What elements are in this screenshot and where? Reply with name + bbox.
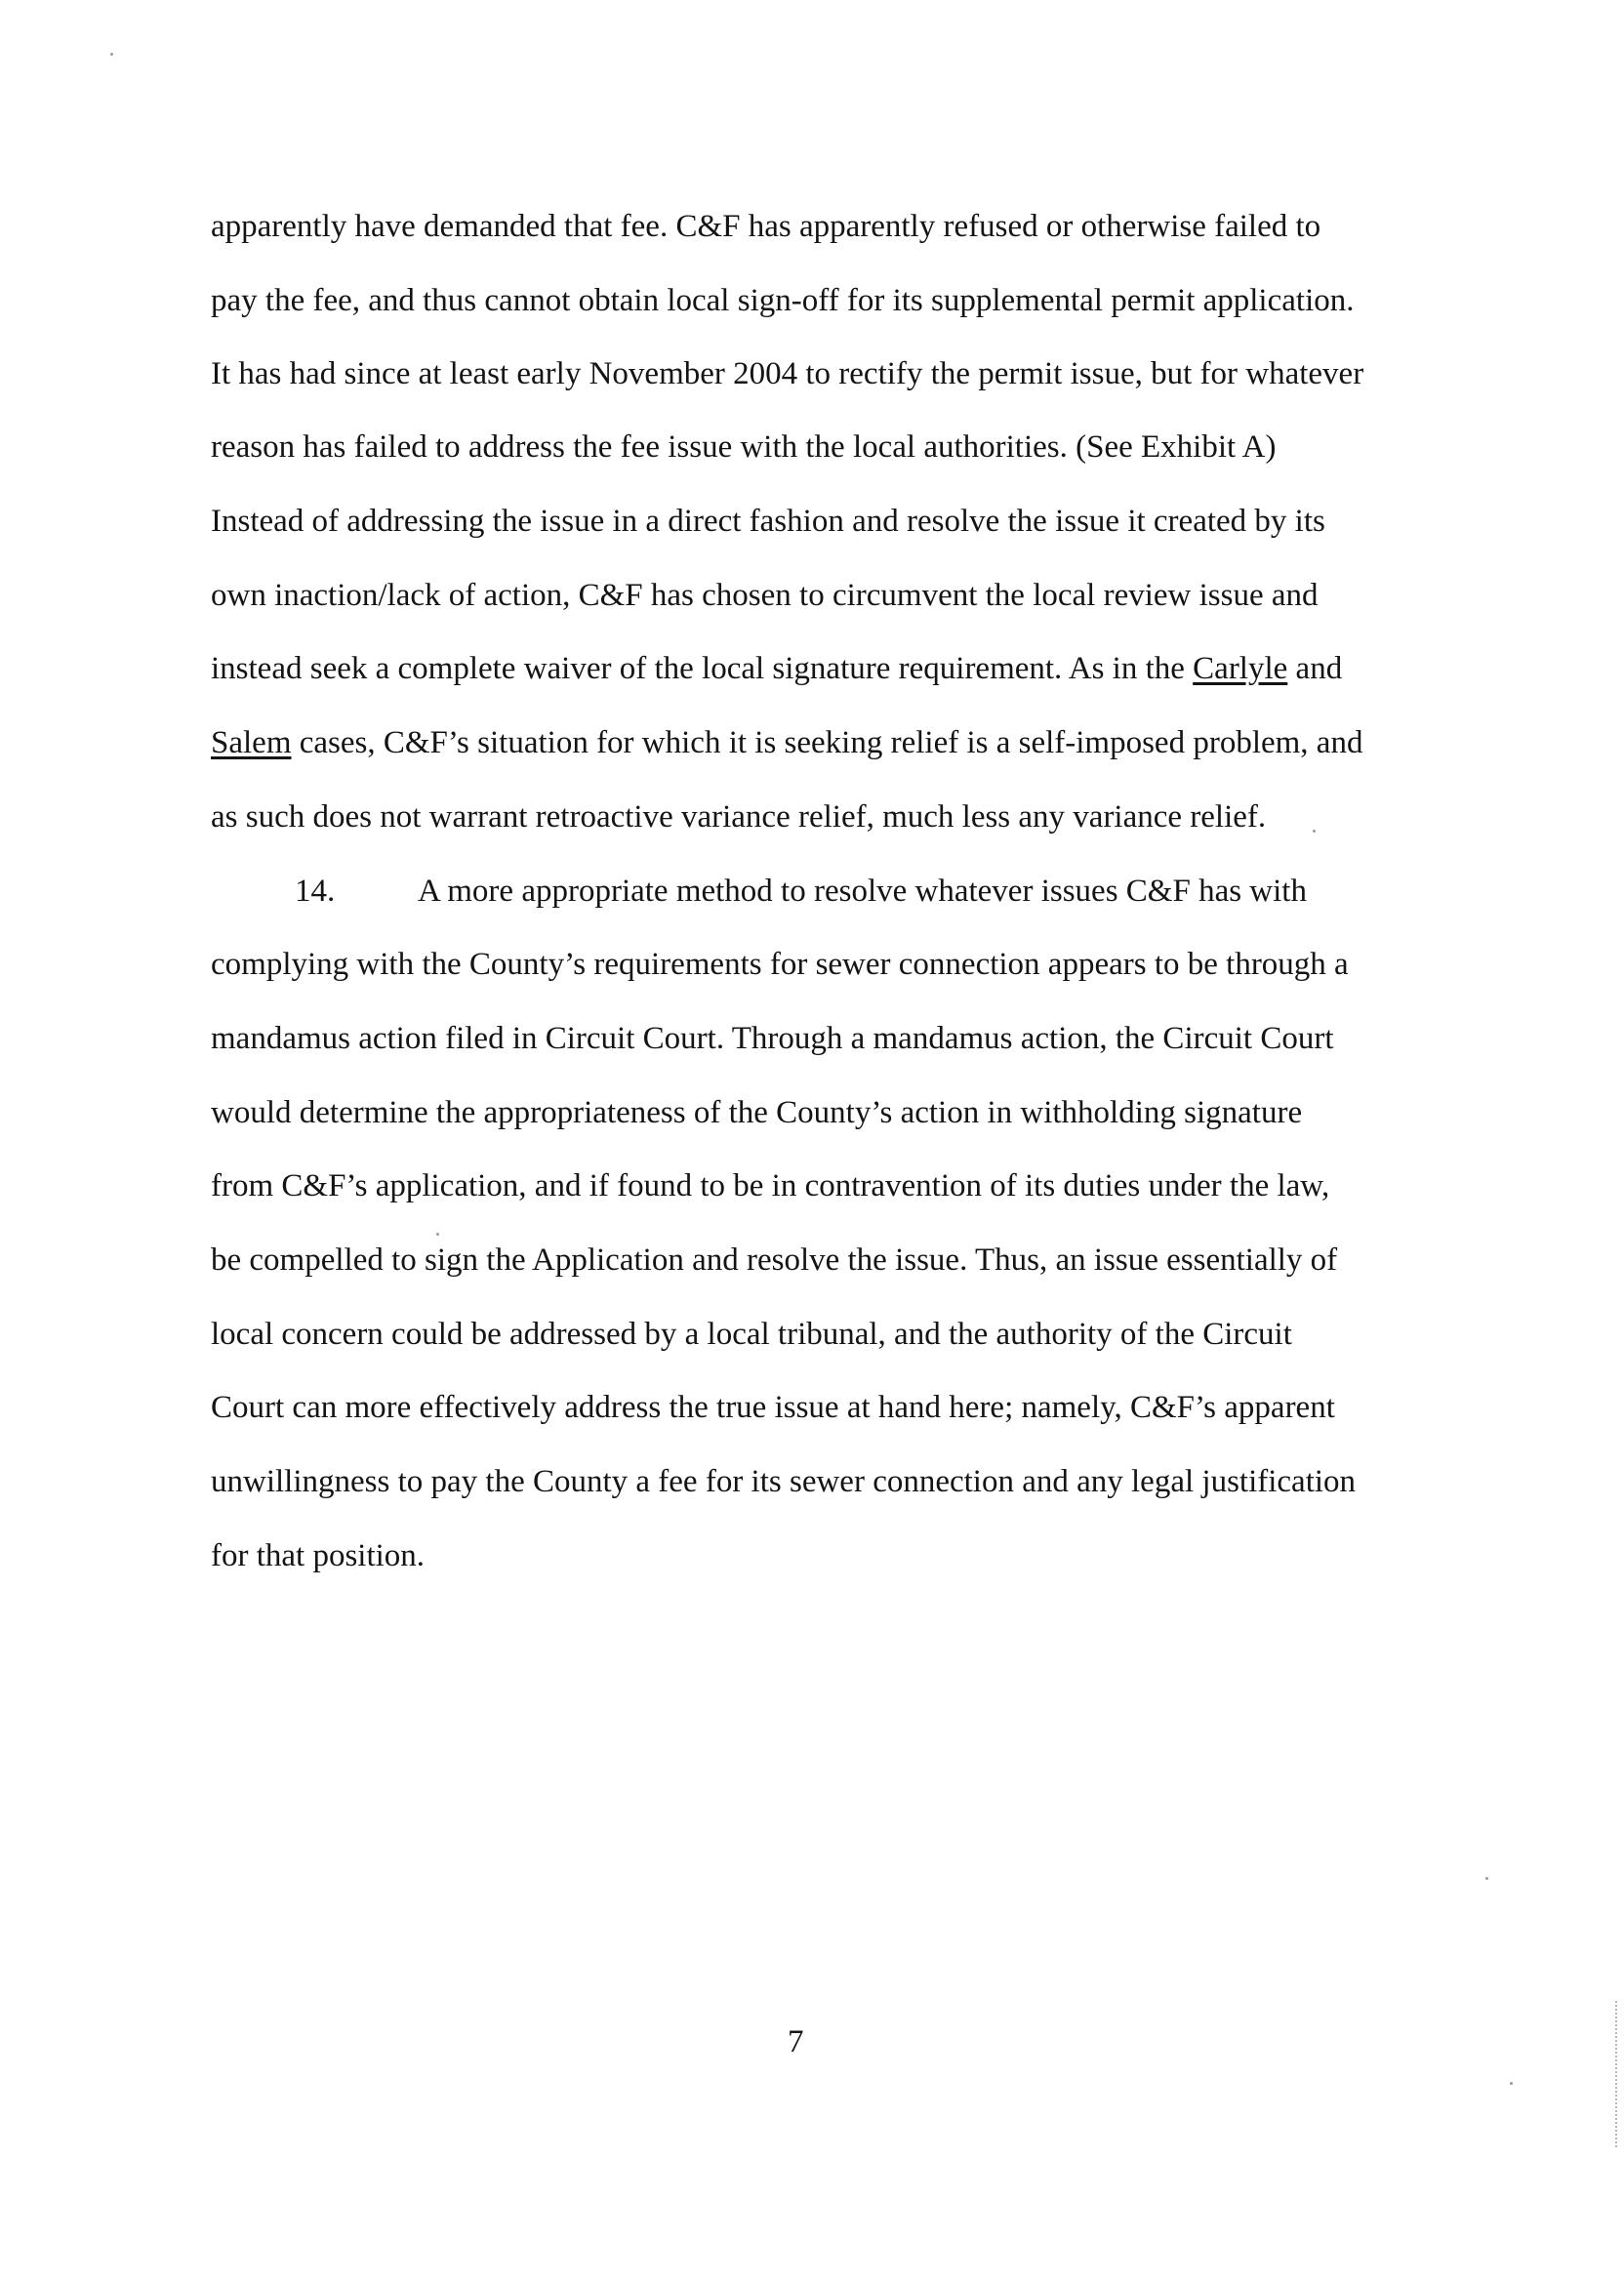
case-name-carlyle: Carlyle xyxy=(1193,651,1288,686)
paragraph-14-opening: A more appropriate method to resolve whatever issues C&F has with xyxy=(418,874,1307,909)
body-line-7-end: and xyxy=(1287,651,1343,686)
paragraph-14-line-2: complying with the County’s requirements for sewer connection appears to be through a xyxy=(211,947,1349,982)
paragraph-14-line-5: from C&F’s application, and if found to be in contravention of its duties under the law, xyxy=(211,1168,1330,1203)
paragraph-14-line-10: for that position. xyxy=(211,1538,426,1573)
page-number: 7 xyxy=(788,2024,804,2059)
scan-speck xyxy=(1485,1877,1488,1880)
case-name-salem: Salem xyxy=(211,725,292,760)
paragraph-number: 14. xyxy=(295,874,336,909)
body-line-8 xyxy=(211,723,1362,762)
scan-speck xyxy=(436,1233,439,1236)
scan-speck xyxy=(110,53,113,56)
body-line-4: reason has failed to address the fee issue with the local authorities. (See Exhibit A) xyxy=(211,429,1277,465)
scan-speck xyxy=(1313,830,1316,833)
body-line-3: It has had since at least early November 2004 to rectify the permit issue, but for whatever xyxy=(211,356,1364,391)
body-line-6: own inaction/lack of action, C&F has chosen to circumvent the local review issue and xyxy=(211,578,1319,613)
body-line-7 xyxy=(211,649,1342,688)
paragraph-14-line-3: mandamus action filed in Circuit Court. Through a mandamus action, the Circuit Court xyxy=(211,1021,1334,1056)
body-line-1: apparently have demanded that fee. C&F has apparently refused or otherwise failed to xyxy=(211,209,1321,244)
body-line-7-text: instead seek a complete waiver of the local signature requirement. As in the xyxy=(211,651,1194,686)
paragraph-14-line-7: local concern could be addressed by a local tribunal, and the authority of the Circuit xyxy=(211,1317,1292,1352)
paragraph-14-line-6: be compelled to sign the Application and resolve the issue. Thus, an issue essentially of xyxy=(211,1243,1338,1278)
body-line-2: pay the fee, and thus cannot obtain local sign-off for its supplemental permit application. xyxy=(211,283,1355,318)
paragraph-14-line-9: unwillingness to pay the County a fee for its sewer connection and any legal justification xyxy=(211,1464,1357,1499)
body-line-9: as such does not warrant retroactive variance relief, much less any variance relief. xyxy=(211,799,1267,835)
scan-speck xyxy=(1510,2082,1513,2085)
paragraph-14-line-8: Court can more effectively address the true issue at hand here; namely, C&F’s apparent xyxy=(211,1390,1335,1425)
paragraph-14-line-4: would determine the appropriateness of the County’s action in withholding signature xyxy=(211,1095,1303,1130)
body-line-8-text: cases, C&F’s situation for which it is seeking relief is a self-imposed problem, and xyxy=(291,725,1363,760)
scan-edge-marks xyxy=(1615,2001,1619,2147)
body-line-5: Instead of addressing the issue in a direct fashion and resolve the issue it created by its xyxy=(211,504,1325,539)
